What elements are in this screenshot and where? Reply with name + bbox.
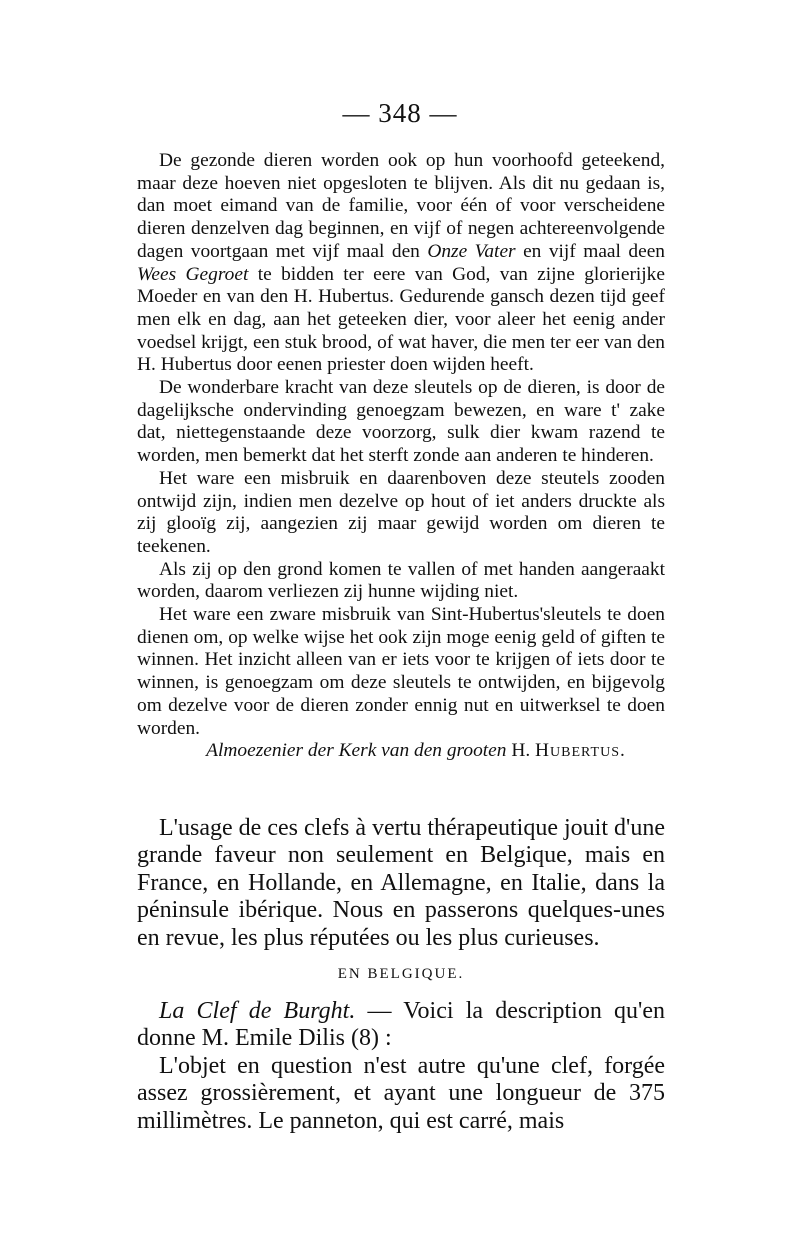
text-segment: te bidden ter eere van God, van zijne glorierijke Moeder en van den H. Hubertus. Gedurende gansch dezen tijd geef men elk en dag, aan het geteeken dier, voor aleer het eenig ander voedsel krijgt, een stuk brood, of wat haver, die men ter eer van den H. Hubertus door eenen priester doen wijden heeft. bbox=[137, 263, 665, 376]
text-segment: — Voici la description qu'en donne M. Emile Dilis (8) : bbox=[137, 998, 666, 1052]
signature-line bbox=[137, 740, 665, 763]
section-heading: EN BELGIQUE. bbox=[337, 966, 465, 983]
french-paragraph-2 bbox=[137, 998, 665, 1053]
signature-name: Hubertus. bbox=[535, 740, 626, 762]
dutch-paragraph-4: Als zij op den grond komen te vallen of met handen aangeraakt worden, daarom verliezen zij hunne wijding niet. bbox=[137, 558, 665, 603]
dutch-paragraph-2: De wonderbare kracht van deze sleutels op de dieren, is door de dagelijksche ondervinding genoegzam bewezen, en ware t' zake dat, niettegenstaande deze voorzorg, sulk dier kwam razend te worden, men bemerkt dat het sterft zonde aan anderen te hinderen. bbox=[137, 377, 665, 467]
dutch-paragraph-3: Het ware een misbruik en daarenboven deze steutels zooden ontwijd zijn, indien men dezelve op hout of iet anders druckte als zij glooïg zij, aangezien zij maar gewijd worden om dieren te teekenen. bbox=[137, 467, 665, 557]
signature-title: Almoezenier der Kerk van den grooten bbox=[206, 740, 507, 762]
dutch-paragraph-5: Het ware een zware misbruik van Sint-Hubertus'sleutels te doen dienen om, op welke wijse het ook zijn moge eenig geld of giften te winnen. Het inzicht alleen van er iets voor te krijgen of iets door te winnen, is genoegzam om deze sleutels te ontwijden, en bijgevolg om dezelve voor de dieren zonder ennig nut en uitwerksel te doen worden. bbox=[137, 604, 665, 739]
text-segment: en vijf maal deen bbox=[515, 240, 666, 262]
dutch-paragraph-1 bbox=[137, 150, 665, 377]
french-paragraph-3: L'objet en question n'est autre qu'une clef, forgée assez grossièrement, et ayant une longueur de 375 millimètres. Le panneton, qui est carré, mais bbox=[137, 1052, 665, 1134]
french-text bbox=[137, 815, 665, 1135]
text-segment: De gezonde dieren worden ook op hun voorhoofd geteekend, maar deze hoeven niet opgesloten te blijven. Als dit nu gedaan is, dan moet eimand van de familie, voor één of voor verscheidene dieren denzelven dag beginnen, en vijf of negen achtereenvolgende dagen voortgaan met vijf maal den bbox=[137, 150, 665, 262]
italic-prayer-title: Wees Gegroet bbox=[137, 263, 249, 285]
signature-initial: H. bbox=[511, 740, 531, 762]
dutch-quotation bbox=[137, 150, 665, 763]
italic-key-title: La Clef de Burght. bbox=[159, 998, 356, 1025]
page-number: — 348 — bbox=[342, 98, 458, 128]
italic-prayer-title: Onze Vater bbox=[427, 240, 516, 262]
french-intro-paragraph: L'usage de ces clefs à vertu thérapeutique jouit d'une grande faveur non seulement en Belgique, mais en France, en Hollande, en Allemagne, en Italie, dans la péninsule ibérique. Nous en passerons quelques-unes en revue, les plus réputées ou les plus curieuses. bbox=[137, 815, 665, 951]
